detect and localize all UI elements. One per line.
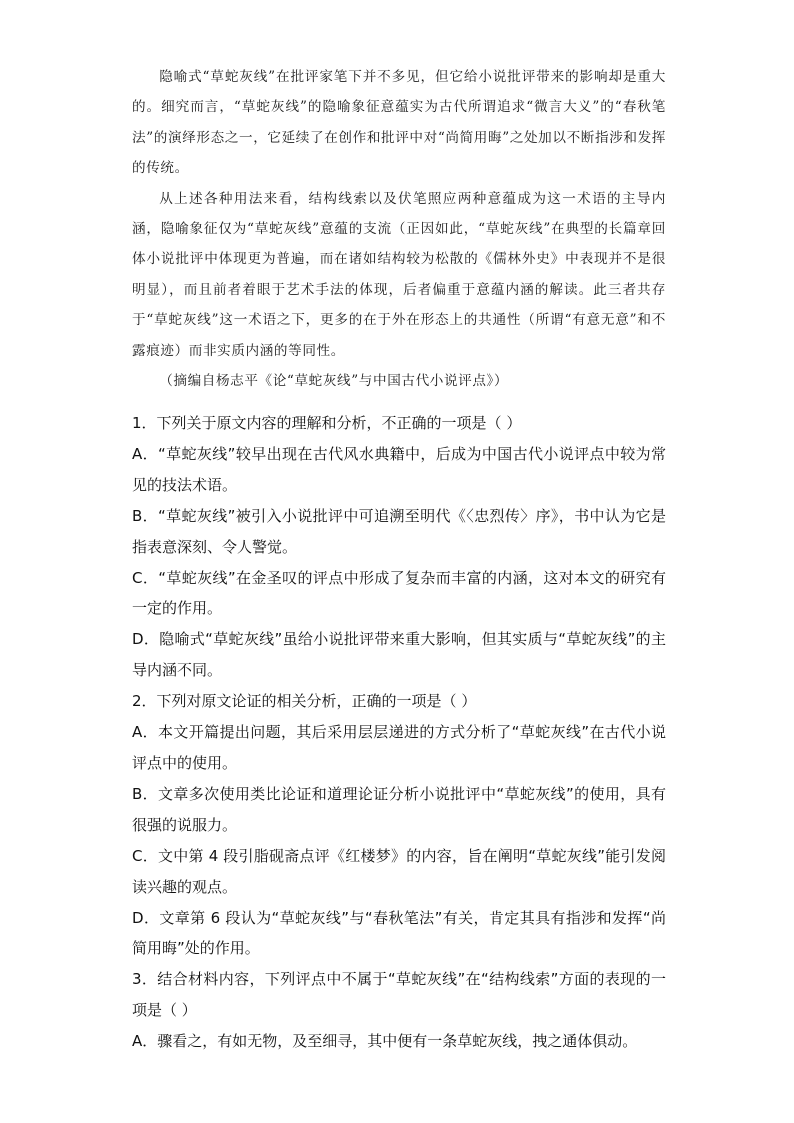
option-c: C．文中第 4 段引脂砚斋点评《红楼梦》的内容，旨在阐明“草蛇灰线”能引发阅读兴趣的观点。 (132, 846, 666, 896)
question-stem: 1．下列关于原文内容的理解和分析，不正确的一项是（ ） (132, 414, 522, 432)
passage-source: （摘编自杨志平《论“草蛇灰线”与中国古代小说评点》） (159, 373, 509, 390)
option-a: A．“草蛇灰线”较早出现在古代风水典籍中，后成为中国古代小说评点中较为常见的技法术语。 (132, 444, 666, 494)
question-list (132, 408, 666, 1057)
option-b: B．文章多次使用类比论证和道理论证分析小说批评中“草蛇灰线”的使用，具有很强的说服力。 (132, 784, 666, 834)
option-a: A．本文开篇提出问题，其后采用层层递进的方式分析了“草蛇灰线”在古代小说评点中的使用。 (132, 723, 666, 772)
option-d: D．隐喻式“草蛇灰线”虽给小说批评带来重大影响，但其实质与“草蛇灰线”的主导内涵不同。 (132, 630, 666, 680)
option-c: C．“草蛇灰线”在金圣叹的评点中形成了复杂而丰富的内涵，这对本文的研究有一定的作用。 (132, 568, 666, 618)
option-d: D．文章第 6 段认为“草蛇灰线”与“春秋笔法”有关，肯定其具有指涉和发挥“尚简用晦”处的作用。 (132, 908, 666, 958)
option-b: B．“草蛇灰线”被引入小说批评中可追溯至明代《〈忠烈传〉序》，书中认为它是指表意深刻、令人警觉。 (132, 506, 666, 556)
question-stem: 2．下列对原文论证的相关分析，正确的一项是（ ） (132, 692, 477, 711)
passage-paragraph: 从上述各种用法来看，结构线索以及伏笔照应两种意蕴成为这一术语的主导内涵，隐喻象征仅为“草蛇灰线”意蕴的支流（正因如此，“草蛇灰线”在典型的长篇章回体小说批评中体现更为普遍，而在诸如结构较为松散的《儒林外史》中表现并不是很明显），而且前者着眼于艺术手法的体现，后者偏重于意蕴内涵的解读。此三者共存于“草蛇灰线”这一术语之下，更多的在于外在形态上的共通性（所谓“有意无意”和不露痕迹）而非实质内涵的等同性。 (132, 190, 666, 359)
question-2 (132, 686, 666, 964)
question-1 (132, 408, 666, 686)
question-stem: 3．结合材料内容，下列评点中不属于“草蛇灰线”在“结构线索”方面的表现的一项是（ ） (132, 970, 666, 1020)
option-a: A．骤看之，有如无物，及至细寻，其中便有一条草蛇灰线，拽之通体俱动。 (132, 1032, 638, 1051)
reading-passage (132, 62, 666, 396)
passage-paragraph: 隐喻式“草蛇灰线”在批评家笔下并不多见，但它给小说批评带来的影响却是重大的。细究而言，“草蛇灰线”的隐喻象征意蕴实为古代所谓追求“微言大义”的“春秋笔法”的演绎形态之一，它延续了在创作和批评中对“尚简用晦”之处加以不断指涉和发挥的传统。 (132, 69, 666, 177)
question-3 (132, 964, 666, 1057)
